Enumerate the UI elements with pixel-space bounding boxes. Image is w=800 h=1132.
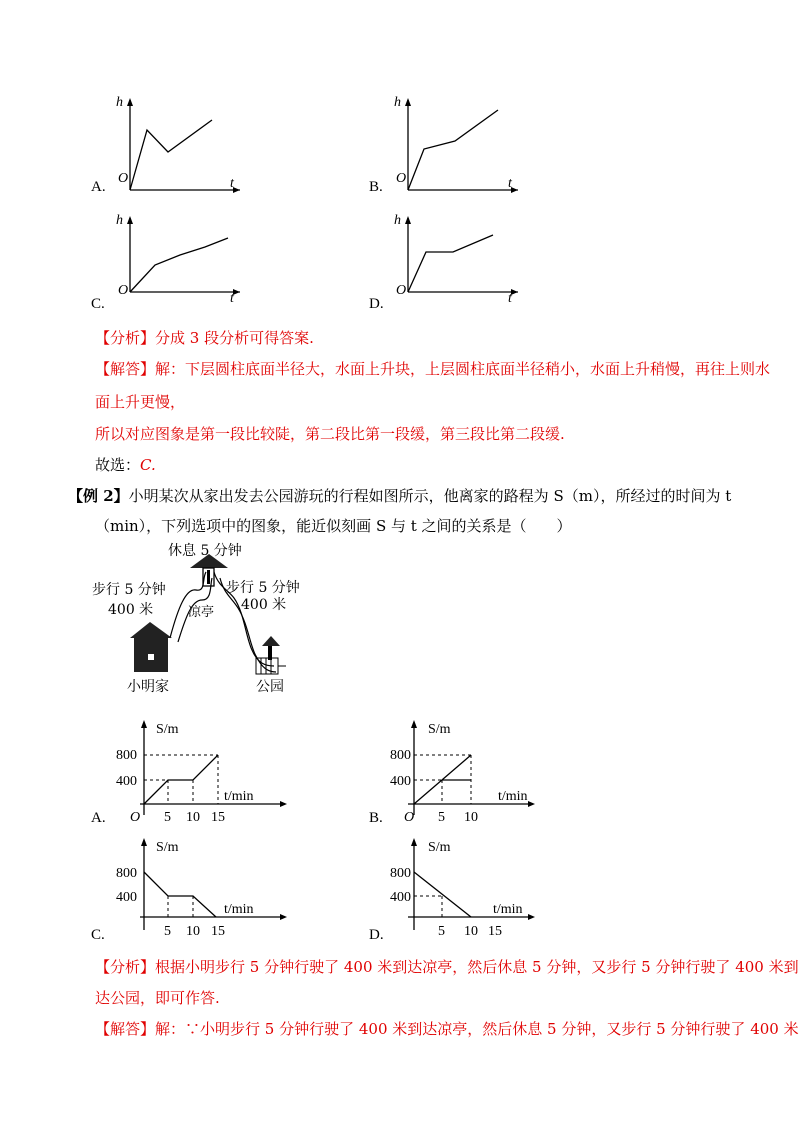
- axis-y-label: h: [116, 213, 123, 228]
- axis-x-label: t: [508, 291, 512, 302]
- axis-x-label: t: [508, 176, 512, 191]
- origin-label: O: [130, 810, 141, 825]
- home-label: 小明家: [127, 679, 169, 695]
- axis-y-label: S/m: [156, 840, 179, 855]
- axis-x-label: t: [230, 176, 234, 191]
- y-tick-800: 800: [390, 866, 411, 881]
- y-tick-800: 800: [390, 748, 411, 763]
- x-tick-15: 15: [211, 810, 225, 825]
- q2-graph-d: [368, 835, 568, 940]
- analysis-text: 分成 3 段分析可得答案.: [155, 329, 314, 347]
- q2-graph-a: [90, 715, 290, 825]
- axis-x-label: t/min: [224, 789, 254, 804]
- x-tick-5: 5: [164, 810, 171, 825]
- q2-solution-line1: [95, 1019, 799, 1039]
- axis-y-label: S/m: [156, 722, 179, 737]
- q1-graph-a-svg: [90, 92, 250, 200]
- origin-label: O: [118, 171, 129, 186]
- axis-y-label: S/m: [428, 722, 451, 737]
- option-label: A.: [91, 810, 106, 826]
- analysis-tag: 【分析】: [95, 329, 156, 347]
- x-tick-5: 5: [438, 924, 445, 939]
- park-label: 公园: [256, 679, 284, 695]
- example-label: 【例 2】: [68, 487, 129, 505]
- y-tick-400: 400: [116, 774, 137, 789]
- x-tick-15: 15: [488, 924, 502, 939]
- x-tick-5: 5: [164, 924, 171, 939]
- option-label: D.: [369, 296, 384, 312]
- solution-text: 解：下层圆柱底面半径大，水面上升块，上层圆柱底面半径稍小，水面上升稍慢，再往上则水: [155, 360, 771, 378]
- q2-graph-c-svg: [90, 835, 290, 940]
- analysis-text: 根据小明步行 5 分钟行驶了 400 米到达凉亭，然后休息 5 分钟，又步行 5 分钟行驶了 400 米到: [155, 958, 799, 976]
- option-label: B.: [369, 810, 383, 826]
- solution-tag: 【解答】: [95, 1020, 156, 1038]
- q1-analysis: [95, 328, 314, 348]
- rest-label: 休息 5 分钟: [168, 543, 242, 559]
- q2-graph-a-svg: [90, 715, 290, 825]
- q1-solution-line2: 面上升更慢，: [95, 393, 186, 411]
- x-tick-10: 10: [186, 810, 200, 825]
- axis-y-label: S/m: [428, 840, 451, 855]
- y-tick-800: 800: [116, 748, 137, 763]
- x-tick-10: 10: [464, 924, 478, 939]
- y-tick-400: 400: [390, 774, 411, 789]
- analysis-tag: 【分析】: [95, 958, 156, 976]
- axis-y-label: h: [394, 213, 401, 228]
- q1-solution-line3: 所以对应图象是第一段比较陡，第二段比第一段缓，第三段比第二段缓.: [95, 425, 565, 443]
- axis-y-label: h: [394, 95, 401, 110]
- walk2-distance: 400 米: [241, 597, 287, 613]
- axis-y-label: h: [116, 95, 123, 110]
- q1-graph-a: [90, 92, 250, 200]
- option-label: A.: [91, 179, 106, 195]
- stem-text: 小明某次从家出发去公园游玩的行程如图所示，他离家的路程为 S（m），所经过的时间为 t: [128, 487, 732, 505]
- walk1-distance: 400 米: [108, 602, 154, 618]
- axis-x-label: t/min: [493, 902, 523, 917]
- q2-graph-b-svg: [368, 715, 568, 825]
- axis-x-label: t/min: [498, 789, 528, 804]
- y-tick-800: 800: [116, 866, 137, 881]
- answer-prefix: 故选：: [95, 456, 141, 474]
- option-label: C.: [91, 296, 105, 312]
- origin-label: O: [396, 283, 407, 298]
- origin-label: O: [118, 283, 129, 298]
- y-tick-400: 400: [390, 890, 411, 905]
- solution-tag: 【解答】: [95, 360, 156, 378]
- q2-analysis-line1: [95, 957, 799, 977]
- solution-text: 解：∵小明步行 5 分钟行驶了 400 米到达凉亭，然后休息 5 分钟，又步行 5 分钟行驶了 400 米: [155, 1020, 799, 1038]
- q1-graph-c: [90, 210, 250, 302]
- walk2-label: 步行 5 分钟: [226, 580, 300, 596]
- q2-graph-b: [368, 715, 568, 825]
- q1-graph-c-svg: [90, 210, 250, 302]
- x-tick-15: 15: [211, 924, 225, 939]
- q2-analysis-line2: 达公园，即可作答.: [95, 989, 220, 1007]
- q1-graph-b: [368, 92, 528, 200]
- q1-solution-line1: [95, 359, 770, 379]
- q1-answer: [95, 455, 156, 475]
- q1-graph-b-svg: [368, 92, 528, 200]
- q2-stem-line1: [68, 486, 731, 506]
- axis-x-label: t: [230, 291, 234, 302]
- option-label: D.: [369, 927, 384, 943]
- axis-x-label: t/min: [224, 902, 254, 917]
- x-tick-10: 10: [186, 924, 200, 939]
- option-label: C.: [91, 927, 105, 943]
- q2-graph-c: [90, 835, 290, 940]
- q2-graph-d-svg: [368, 835, 568, 940]
- x-tick-5: 5: [438, 810, 445, 825]
- pavilion-label: 凉亭: [188, 605, 215, 620]
- origin-label: O: [404, 810, 415, 825]
- answer-value: C.: [140, 456, 156, 474]
- q2-stem-line2: （min），下列选项中的图象，能近似刻画 S 与 t 之间的关系是（ ）: [95, 517, 572, 535]
- walk1-label: 步行 5 分钟: [92, 582, 166, 598]
- y-tick-400: 400: [116, 890, 137, 905]
- option-label: B.: [369, 179, 383, 195]
- x-tick-10: 10: [464, 810, 478, 825]
- q1-graph-d-svg: [368, 210, 528, 302]
- origin-label: O: [396, 171, 407, 186]
- q1-graph-d: [368, 210, 528, 302]
